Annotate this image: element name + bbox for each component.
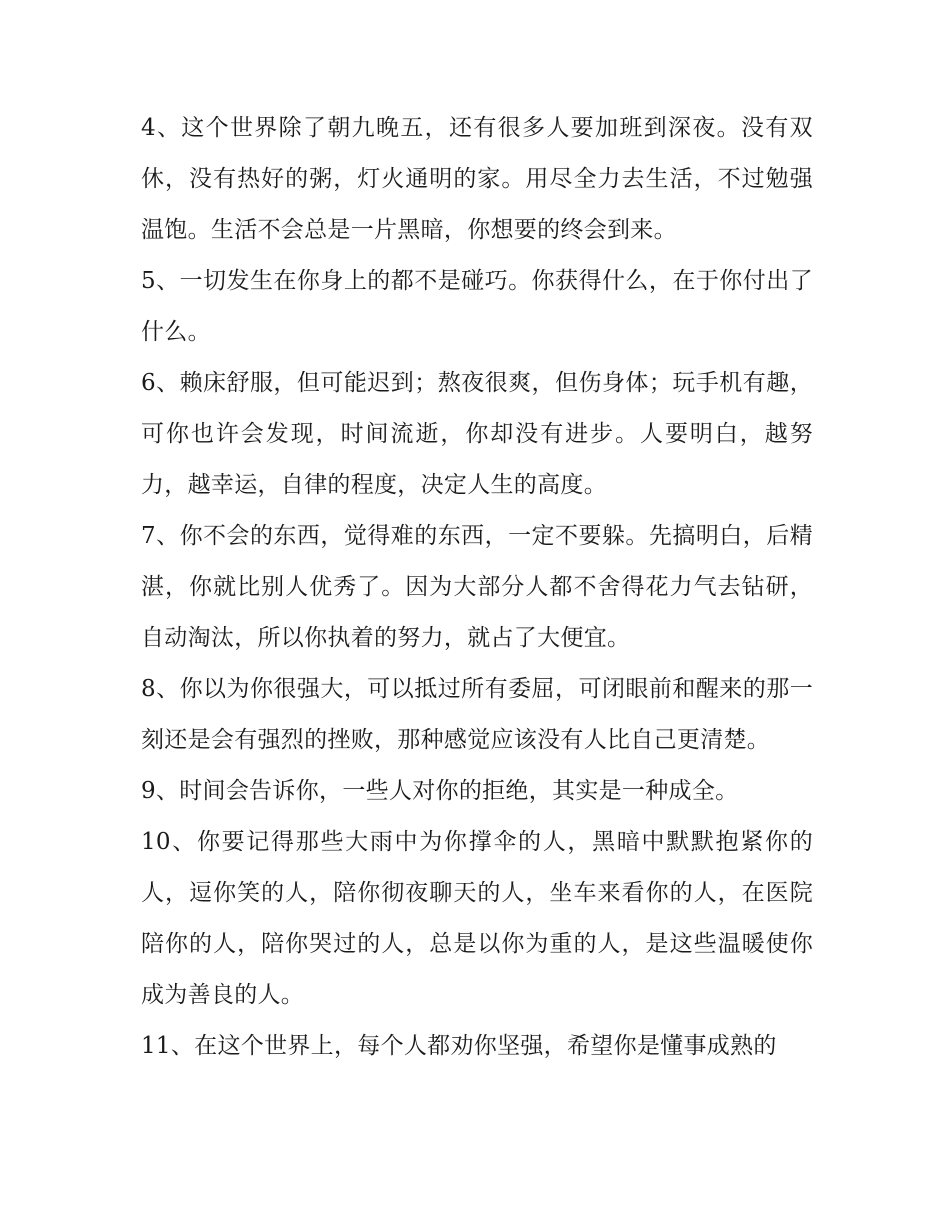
paragraph-7: 7、你不会的东西，觉得难的东西，一定不要躲。先搞明白，后精湛，你就比别人优秀了。因为大部分人都不舍得花力气去钻研，自动淘汰，所以你执着的努力，就占了大便宜。 (141, 523, 813, 651)
paragraph-9: 9、时间会告诉你，一些人对你的拒绝，其实是一种成全。 (141, 778, 739, 804)
paragraph-5: 5、一切发生在你身上的都不是碰巧。你获得什么，在于你付出了什么。 (141, 268, 813, 345)
paragraph-6: 6、赖床舒服，但可能迟到；熬夜很爽，但伤身体；玩手机有趣，可你也许会发现，时间流逝，你却没有进步。人要明白，越努力，越幸运，自律的程度，决定人生的高度。 (141, 370, 813, 498)
paragraph-8: 8、你以为你很强大，可以抵过所有委屈，可闭眼前和醒来的那一刻还是会有强烈的挫败，那种感觉应该没有人比自己更清楚。 (141, 676, 813, 753)
paragraph-11: 11、在这个世界上，每个人都劝你坚强，希望你是懂事成熟的 (141, 1033, 777, 1059)
document-body (141, 103, 813, 1072)
paragraph-10: 10、你要记得那些大雨中为你撑伞的人，黑暗中默默抱紧你的人，逗你笑的人，陪你彻夜聊天的人，坐车来看你的人，在医院陪你的人，陪你哭过的人，总是以你为重的人，是这些温暖使你成为善良的人。 (141, 829, 813, 1008)
paragraph-4: 4、这个世界除了朝九晚五，还有很多人要加班到深夜。没有双休，没有热好的粥，灯火通明的家。用尽全力去生活，不过勉强温饱。生活不会总是一片黑暗，你想要的终会到来。 (141, 115, 813, 243)
